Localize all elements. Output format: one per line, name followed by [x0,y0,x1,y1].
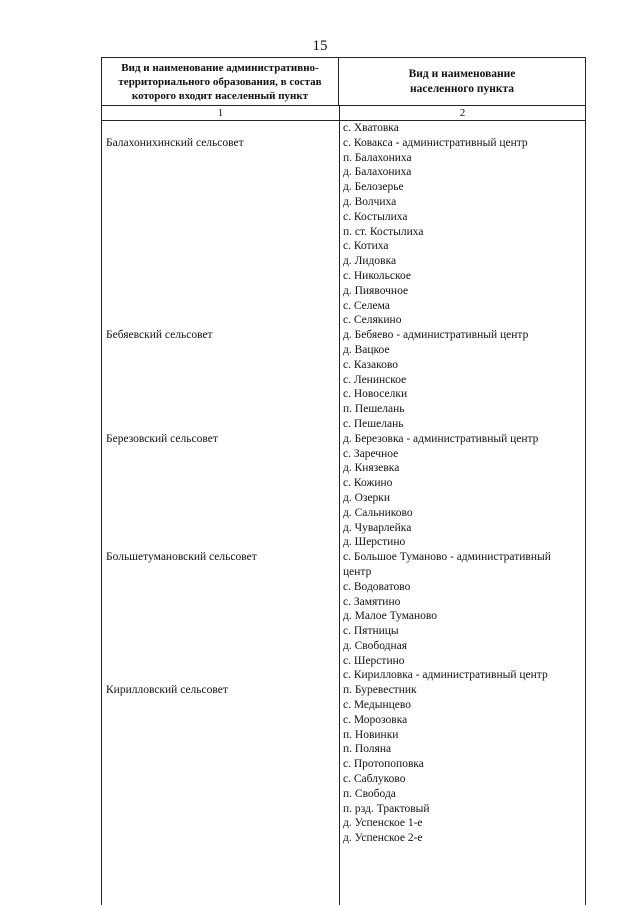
settlements-table [101,57,586,905]
settlement-item: с. Пятницы [343,625,399,638]
settlement-item: д. Озерки [343,491,391,504]
settlement-item: с. Котиха [343,240,389,253]
settlement-item: с. Шерстино [343,654,405,667]
settlement-column [340,121,585,905]
settlement-item: д. Сальниково [343,506,413,519]
table-header [102,58,585,106]
settlement-item: с. Водоватово [343,580,411,593]
settlement-item: с. Заречное [343,447,399,460]
district-column [102,121,340,905]
settlement-item: с. Хватовка [343,122,399,134]
settlement-item: с. Медынцево [343,699,411,712]
district-name: Березовский сельсовет [106,432,218,445]
settlement-item: д. Балахониха [343,166,412,179]
settlement-item: п. Свобода [343,787,396,800]
settlement-item: п. ст. Костылиха [343,225,424,238]
settlement-item: с. Никольское [343,269,412,282]
settlement-item: п. Пешелань [343,403,405,416]
district-name: Бебяевский сельсовет [106,329,213,342]
settlement-item: с. Селема [343,299,390,312]
settlement-item: д. Свободная [343,639,408,652]
settlement-item: с. Протопоповка [343,758,424,771]
district-name: Большетумановский сельсовет [106,551,257,564]
column-numbers [102,106,585,121]
settlement-item: д. Шерстино [343,536,406,549]
settlement-item: с. Кирилловка - административный центр [343,669,548,682]
table-body [102,121,585,905]
settlement-item: п. Буревестник [343,684,417,697]
settlement-item: с. Морозовка [343,713,408,726]
settlement-item: с. Саблуково [343,773,406,786]
settlement-item: с. Пешелань [343,417,404,430]
settlement-item: с. Замятино [343,595,401,608]
settlement-item: д. Волчиха [343,195,397,208]
settlement-item: д. Успенское 2-е [343,832,423,845]
settlement-item: д. Князевка [343,462,400,475]
col-number-2: 2 [459,107,466,119]
settlement-item: п. Новинки [343,728,399,741]
settlement-item: д. Лидовка [343,255,397,268]
settlement-item: с. Казаково [343,358,398,371]
settlement-item: п. Поляна [343,743,392,756]
settlement-item: п. Балахониха [343,151,412,164]
settlement-item: с. Кожино [343,477,393,490]
settlement-item: д. Пиявочное [343,284,409,297]
district-name: Кирилловский сельсовет [106,684,228,697]
settlement-item: с. Ковакса - административный центр [343,136,528,149]
district-name: Балахонихинский сельсовет [106,136,244,149]
settlement-item: д. Вацкое [343,343,390,356]
header-col1: Вид и наименование административно-территориального образования, в состав которого входит населенный пункт [102,58,339,105]
header-col2: Вид и наименование населенного пункта [408,67,516,95]
settlement-item: д. Бебяево - административный центр [343,329,529,342]
page-number: 15 [312,38,328,54]
settlement-item: д. Белозерье [343,181,404,194]
settlement-item: с. Новоселки [343,388,408,401]
col-number-1: 1 [102,106,340,120]
settlement-item: д. Малое Туманово [343,610,437,623]
settlement-item: с. Ленинское [343,373,407,386]
settlement-item: д. Березовка - административный центр [343,432,539,445]
settlement-item: д. Успенское 1-е [343,817,423,830]
settlement-item: с. Костылиха [343,210,408,223]
settlement-item: д. Чуварлейка [343,521,412,534]
settlement-item: с. Селякино [343,314,402,327]
settlement-item: п. рзд. Трактовый [343,802,430,815]
settlement-item: с. Большое Туманово - административный центр [343,551,551,578]
